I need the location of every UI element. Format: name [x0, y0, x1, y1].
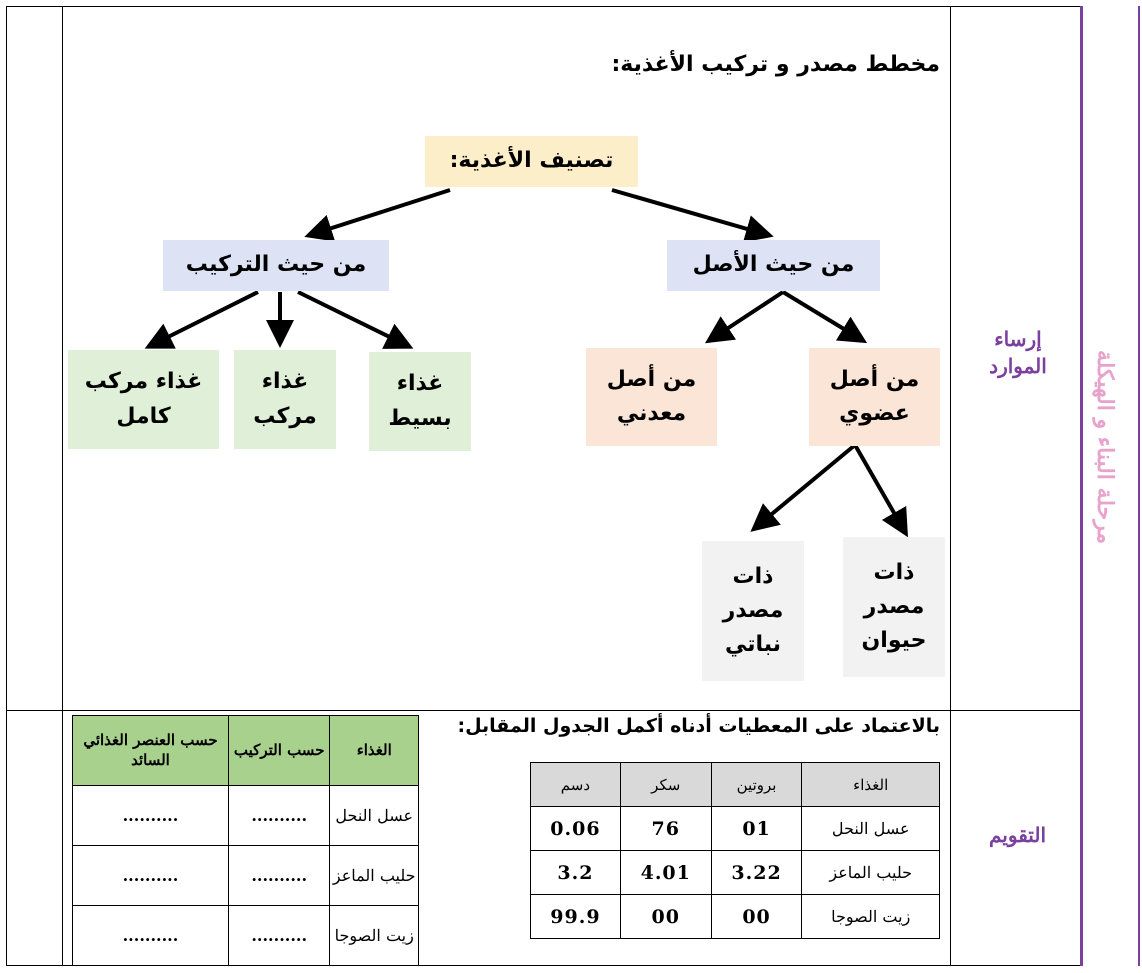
answer-blank-nutrient: ..........	[73, 906, 229, 966]
answer-cell-food: زيت الصوجا	[330, 906, 419, 966]
arrow-origin-to-mineral	[710, 292, 783, 340]
stage-resources-label: إرساء الموارد	[989, 327, 1047, 378]
answer-blank-composition: ..........	[228, 846, 330, 906]
arrow-root-to-composition	[310, 190, 450, 235]
data-cell-food: زيت الصوجا	[802, 895, 940, 939]
data-header-sugar: سكر	[620, 763, 711, 807]
evaluation-instruction: بالاعتماد على المعطيات أدناه أكمل الجدول المقابل:	[457, 715, 940, 737]
data-header-food: الغذاء	[802, 763, 940, 807]
answer-header-food: الغذاء	[330, 716, 419, 786]
table-row	[73, 786, 419, 846]
data-cell-protein: 00	[711, 895, 802, 939]
diagram-heading: مخطط مصدر و تركيب الأغذية:	[611, 52, 940, 77]
answer-blank-nutrient: ..........	[73, 786, 229, 846]
by-composition-box: من حيث التركيب	[163, 240, 389, 291]
answer-blank-composition: ..........	[228, 906, 330, 966]
answer-cell-food: عسل النحل	[330, 786, 419, 846]
answer-blank-nutrient: ..........	[73, 846, 229, 906]
plant-source-box: ذات مصدر نباتي	[702, 541, 804, 681]
answer-header-nutrient: حسب العنصر الغذائي السائد	[73, 716, 229, 786]
mineral-box: من أصل معدني	[586, 348, 717, 446]
data-cell-fat: 0.06	[531, 807, 621, 851]
side-stage-label: مرحلة البناء و الهيكلة	[1092, 350, 1118, 545]
data-cell-sugar: 4.01	[620, 851, 711, 895]
table-row	[531, 895, 940, 939]
organic-box: من أصل عضوي	[809, 348, 940, 446]
data-header-fat: دسم	[531, 763, 621, 807]
simple-food-box: غذاء بسيط	[369, 352, 471, 451]
data-cell-food: حليب الماعز	[802, 851, 940, 895]
answer-cell-food: حليب الماعز	[330, 846, 419, 906]
data-cell-fat: 99.9	[531, 895, 621, 939]
table-row	[73, 846, 419, 906]
data-cell-protein: 3.22	[711, 851, 802, 895]
arrow-composition-to-simple	[298, 292, 408, 346]
data-cell-sugar: 00	[620, 895, 711, 939]
by-origin-box: من حيث الأصل	[667, 240, 880, 291]
root-box: تصنيف الأغذية:	[425, 136, 638, 187]
data-cell-fat: 3.2	[531, 851, 621, 895]
arrow-organic-to-animal	[855, 445, 905, 532]
arrow-root-to-origin	[612, 190, 768, 235]
answer-table	[72, 715, 419, 966]
complete-compound-food-box: غذاء مركب كامل	[68, 350, 219, 449]
compound-food-box: غذاء مركب	[234, 350, 336, 449]
stage-evaluation-label: التقويم	[988, 823, 1046, 847]
data-header-protein: بروتين	[711, 763, 802, 807]
arrow-composition-to-complete	[150, 292, 258, 346]
arrow-organic-to-plant	[755, 445, 855, 528]
answer-header-composition: حسب التركيب	[228, 716, 330, 786]
table-row	[531, 807, 940, 851]
data-cell-sugar: 76	[620, 807, 711, 851]
animal-source-box: ذات مصدر حيوان	[843, 537, 945, 677]
answer-blank-composition: ..........	[228, 786, 330, 846]
nutrient-data-table	[530, 762, 940, 939]
data-cell-protein: 01	[711, 807, 802, 851]
table-row	[73, 906, 419, 966]
data-cell-food: عسل النحل	[802, 807, 940, 851]
table-row	[531, 851, 940, 895]
arrow-origin-to-organic	[783, 292, 862, 340]
